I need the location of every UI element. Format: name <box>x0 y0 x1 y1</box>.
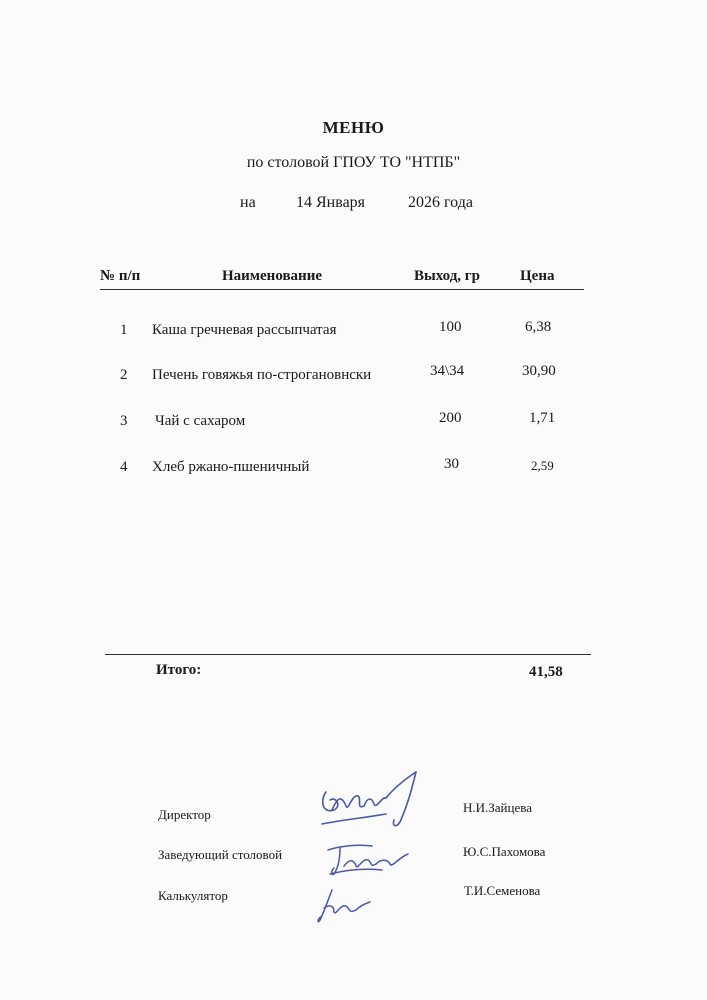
signature-name-canteen-head: Ю.С.Пахомова <box>463 844 546 859</box>
signature-role-calculator: Калькулятор <box>158 888 228 903</box>
row-yield: 30 <box>444 456 459 472</box>
row-number: 2 <box>120 367 128 383</box>
column-header-name: Наименование <box>222 268 322 284</box>
signature-name-calculator: Т.И.Семенова <box>464 883 541 898</box>
row-number: 1 <box>120 322 128 338</box>
column-header-number: № п/п <box>100 268 141 284</box>
date-day: 14 Января <box>296 194 366 211</box>
row-yield: 34\34 <box>430 363 465 379</box>
document-subtitle: по столовой ГПОУ ТО "НТПБ" <box>246 154 461 171</box>
row-price: 2,59 <box>531 458 554 473</box>
row-price: 1,71 <box>529 410 556 426</box>
date-year: 2026 года <box>408 194 473 211</box>
row-yield: 200 <box>439 410 462 426</box>
column-header-price: Цена <box>520 268 555 284</box>
row-yield: 100 <box>439 319 462 335</box>
row-name: Хлеб ржано-пшеничный <box>152 459 310 475</box>
signature-role-director: Директор <box>158 807 211 822</box>
total-divider <box>105 654 591 655</box>
row-number: 3 <box>120 413 128 429</box>
signature-director-handwriting <box>312 766 432 836</box>
date-prefix: на <box>240 194 256 211</box>
column-header-yield: Выход, гр <box>414 268 480 284</box>
signature-role-canteen-head: Заведующий столовой <box>158 847 283 862</box>
row-number: 4 <box>120 459 128 475</box>
row-name: Каша гречневая рассыпчатая <box>152 322 337 338</box>
header-divider <box>100 289 584 290</box>
signature-canteen-head-handwriting <box>322 836 414 880</box>
row-name: Чай с сахаром <box>155 413 246 429</box>
total-label: Итого: <box>156 662 202 678</box>
signature-name-director: Н.И.Зайцева <box>463 800 532 815</box>
row-price: 30,90 <box>522 363 556 379</box>
row-price: 6,38 <box>525 319 552 335</box>
document-title: МЕНЮ <box>322 118 385 137</box>
signature-calculator-handwriting <box>314 886 374 926</box>
total-value: 41,58 <box>529 664 563 680</box>
row-name: Печень говяжья по-строгановнски <box>152 367 372 383</box>
